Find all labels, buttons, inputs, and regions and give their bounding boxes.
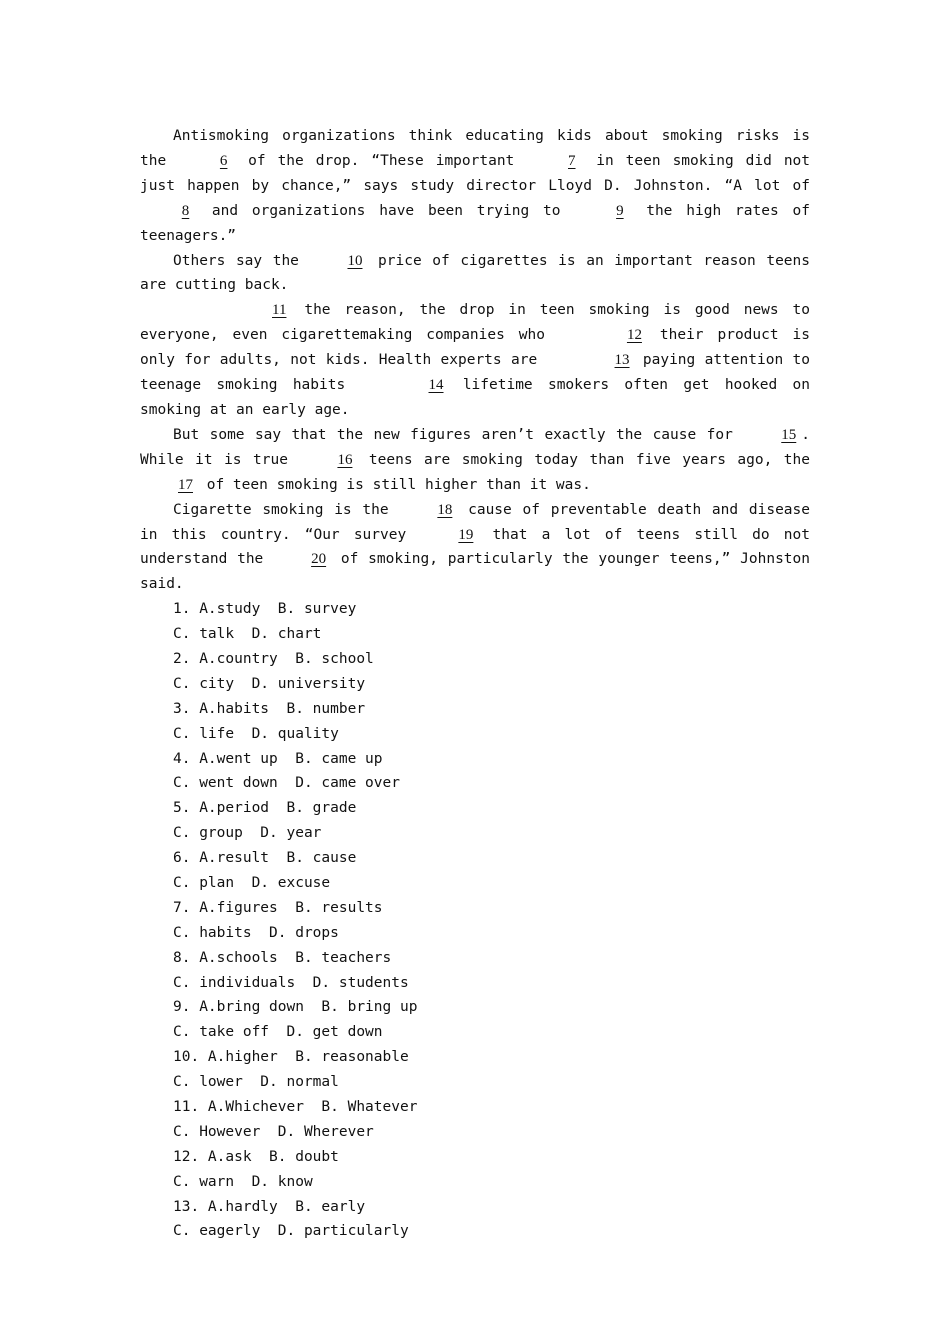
passage-text: of the drop. “These important [236, 152, 527, 169]
passage-text: paying attention to teenage smoking habits [140, 352, 810, 394]
option-line: C. group D. year [173, 825, 322, 842]
blank-8: 8 [181, 202, 190, 219]
option-line: 11. A.Whichever B. Whatever [173, 1099, 418, 1116]
option-line: 6. A.result B. cause [173, 850, 357, 867]
passage-text: price of cigarettes is an important reason teens are cutting back. [140, 252, 810, 294]
blank-20: 20 [311, 551, 327, 568]
blank-6: 6 [219, 152, 228, 169]
passage-paragraph [140, 124, 810, 249]
cloze-passage [140, 124, 810, 597]
option-line: 2. A.country B. school [173, 651, 374, 667]
option-line: 1. A.study B. survey [173, 601, 357, 618]
option-line: C. life D. quality [173, 725, 339, 742]
option-line: C. went down D. came over [173, 775, 400, 792]
passage-text: of smoking, particularly the younger teens,” Johnston said. [140, 551, 810, 593]
blank-12: 12 [626, 327, 642, 344]
blank-18: 18 [437, 501, 453, 518]
passage-text: the reason, the drop in teen smoking is good news to everyone, even cigarettemaking companies who [140, 302, 810, 344]
passage-text: lifetime smokers often get hooked on smoking at an early age. [140, 377, 810, 418]
option-line: C. talk D. chart [173, 626, 322, 643]
blank-16: 16 [337, 451, 353, 468]
blank-7: 7 [568, 152, 576, 169]
passage-text: teens are smoking today than five years ago, the [357, 451, 810, 468]
passage-text: cause of preventable death and disease in this country. “Our survey [140, 501, 810, 543]
option-line: C. However D. Wherever [173, 1123, 374, 1140]
option-line: 10. A.higher B. reasonable [173, 1049, 409, 1066]
option-line: C. warn D. know [173, 1173, 313, 1190]
passage-text: in teen smoking did not just happen by chance,” says study director Lloyd D. Johnston. “A lot of [140, 152, 811, 194]
blank-10: 10 [347, 252, 363, 269]
document-page [140, 124, 810, 1244]
blank-15: 15 [781, 426, 797, 443]
passage-text: . While it is true [140, 426, 810, 468]
option-line: 13. A.hardly B. early [173, 1198, 366, 1215]
passage-text: of teen smoking is still higher than it was. [198, 476, 591, 493]
option-line: C. habits D. drops [173, 924, 339, 941]
option-line: 12. A.ask B. doubt [173, 1148, 339, 1165]
option-line: C. lower D. normal [173, 1074, 339, 1091]
passage-text: the high rates of teenagers.” [140, 202, 811, 244]
blank-14: 14 [428, 377, 444, 394]
option-line: C. plan D. excuse [173, 875, 331, 892]
option-line: C. city D. university [173, 675, 366, 692]
option-line: 5. A.period B. grade [173, 800, 357, 817]
blank-19: 19 [458, 526, 474, 543]
passage-paragraph [140, 498, 810, 598]
option-line: C. take off D. get down [173, 1024, 383, 1041]
option-line: 4. A.went up B. came up [173, 750, 383, 767]
passage-text: Others say the [173, 252, 310, 269]
blank-11: 11 [272, 302, 287, 319]
option-line: 7. A.figures B. results [173, 899, 383, 916]
option-line: C. individuals D. students [173, 974, 409, 991]
passage-paragraph [140, 298, 810, 423]
option-line: 3. A.habits B. number [173, 700, 366, 717]
blank-9: 9 [616, 202, 624, 219]
blank-13: 13 [614, 352, 630, 369]
blank-17: 17 [178, 476, 193, 493]
passage-paragraph [140, 423, 810, 498]
passage-paragraph [140, 249, 810, 299]
passage-text: Antismoking organizations think educating kids about smoking risks is the [140, 128, 810, 169]
passage-text: that a lot of teens still do not understand the [140, 526, 810, 568]
passage-text: their product is only for adults, not kids. Health experts are [140, 327, 810, 369]
passage-text: Cigarette smoking is the [173, 501, 400, 518]
option-line: 8. A.schools B. teachers [173, 949, 392, 966]
answer-options [140, 597, 810, 1244]
option-line: C. eagerly D. particularly [173, 1223, 409, 1240]
passage-text: and organizations have been trying to [198, 202, 575, 219]
option-line: 9. A.bring down B. bring up [173, 999, 418, 1016]
passage-text: But some say that the new figures aren’t exactly the cause for [173, 426, 744, 443]
